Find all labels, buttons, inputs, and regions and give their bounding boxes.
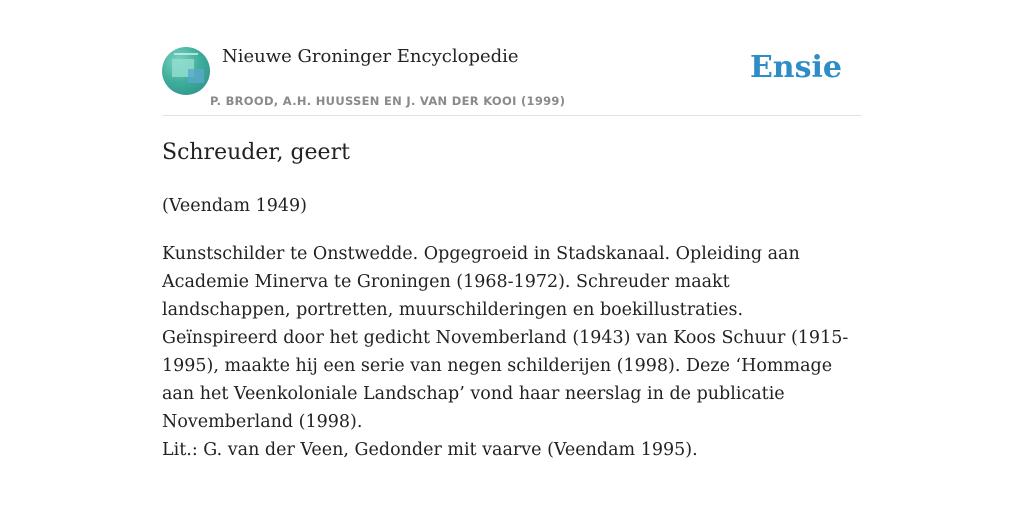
- entry-literature: Lit.: G. van der Veen, Gedonder mit vaarve (Veendam 1995).: [162, 440, 698, 460]
- header-divider: [162, 115, 862, 116]
- ensie-logo[interactable]: Ensie: [749, 50, 842, 85]
- book-cover-thumbnail-icon[interactable]: [162, 47, 210, 95]
- cover-detail: [174, 53, 198, 55]
- entry-origin: (Veendam 1949): [162, 196, 307, 216]
- entry-title: Schreuder, geert: [162, 140, 350, 165]
- entry-body: Kunstschilder te Onstwedde. Opgegroeid in Stadskanaal. Opleiding aan Academie Minerva te Groningen (1968-1972). Schreuder maakt landschappen, portretten, muurschilderingen en boekillustraties. Geïnspireerd door het gedicht Novemberland (1943) van Koos Schuur (1915-1995), maakte hij een serie van negen schilderijen (1998). Deze ‘Hommage aan het Veenkoloniale Landschap’ vond haar neerslag in de publicatie Novemberland (1998).: [162, 244, 849, 432]
- cover-detail: [188, 69, 204, 83]
- encyclopedia-card: [162, 0, 862, 512]
- encyclopedia-authors: P. BROOD, A.H. HUUSSEN EN J. VAN DER KOOI (1999): [210, 94, 566, 108]
- encyclopedia-title[interactable]: Nieuwe Groninger Encyclopedie: [222, 46, 519, 67]
